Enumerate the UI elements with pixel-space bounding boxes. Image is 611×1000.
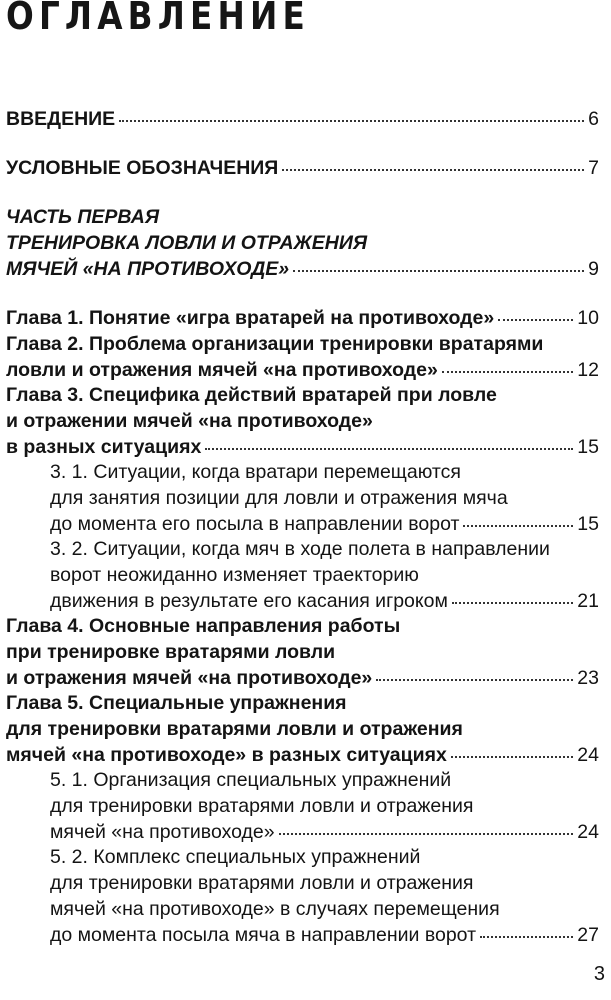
dot-leader xyxy=(498,318,573,321)
toc-entry-label: мячей «на противоходе» в разных ситуациях xyxy=(6,744,447,766)
dot-leader xyxy=(293,269,584,272)
page-number: 3 xyxy=(593,963,605,985)
chapter-4-line2: при тренировке вратарями ловли xyxy=(6,641,336,663)
dot-leader xyxy=(205,447,573,450)
section-3-1-line2: для занятия позиции для ловли и отражения мяча xyxy=(50,487,508,509)
chapter-2-line1: Глава 2. Проблема организации тренировки вратарями xyxy=(6,333,544,355)
toc-entry-section-5-2[interactable] xyxy=(50,922,599,948)
toc-page-number: 9 xyxy=(588,258,599,280)
toc-entry-label: Глава 1. Понятие «игра вратарей на противоходе» xyxy=(6,307,495,329)
section-3-2-line1: 3. 2. Ситуации, когда мяч в ходе полета в направлении xyxy=(50,538,550,560)
section-5-1-line2: для тренировки вратарями ловли и отражения xyxy=(50,795,474,817)
toc-page-number: 15 xyxy=(577,513,599,535)
toc-entry-chapter-1[interactable] xyxy=(6,305,599,331)
dot-leader xyxy=(452,601,573,604)
toc-entry-label: ловли и отражения мячей «на противоходе» xyxy=(6,359,438,381)
toc-page-number: 12 xyxy=(577,359,599,381)
section-5-2-line2: для тренировки вратарями ловли и отражения xyxy=(50,872,474,894)
dot-leader xyxy=(480,935,573,938)
toc-entry-chapter-4[interactable] xyxy=(6,665,599,691)
chapter-4-line1: Глава 4. Основные направления работы xyxy=(6,615,401,637)
part-one-heading-line1: ЧАСТЬ ПЕРВАЯ xyxy=(6,206,160,228)
toc-entry-label: и отражения мячей «на противоходе» xyxy=(6,667,373,689)
part-one-heading-line2: ТРЕНИРОВКА ЛОВЛИ И ОТРАЖЕНИЯ xyxy=(6,232,368,254)
toc-entry-chapter-2[interactable] xyxy=(6,357,599,383)
toc-entry-symbols[interactable] xyxy=(6,155,599,181)
toc-entry-label: МЯЧЕЙ «НА ПРОТИВОХОДЕ» xyxy=(6,258,290,280)
toc-page-number: 21 xyxy=(577,590,599,612)
toc-page-number: 23 xyxy=(577,667,599,689)
section-5-1-line1: 5. 1. Организация специальных упражнений xyxy=(50,769,452,791)
toc-page-number: 6 xyxy=(588,108,599,130)
page-title: ОГЛАВЛЕНИЕ xyxy=(6,0,311,38)
toc-page-number: 27 xyxy=(577,924,599,946)
toc-page-number: 24 xyxy=(577,744,599,766)
section-5-2-line3: мячей «на противоходе» в случаях перемещения xyxy=(50,898,500,920)
chapter-3-line2: и отражении мячей «на противоходе» xyxy=(6,410,373,432)
toc-entry-label: до момента посыла мяча в направлении ворот xyxy=(50,924,477,946)
dot-leader xyxy=(282,168,584,171)
dot-leader xyxy=(119,119,584,122)
chapter-3-line1: Глава 3. Специфика действий вратарей при ловле xyxy=(6,384,497,406)
dot-leader xyxy=(279,832,574,835)
toc-entry-label: движения в результате его касания игроком xyxy=(50,590,448,612)
toc-entry-section-5-1[interactable] xyxy=(50,819,599,845)
toc-entry-label: УСЛОВНЫЕ ОБОЗНАЧЕНИЯ xyxy=(6,157,279,179)
toc-page-number: 24 xyxy=(577,821,599,843)
chapter-5-line1: Глава 5. Специальные упражнения xyxy=(6,692,347,714)
toc-entry-chapter-3[interactable] xyxy=(6,434,599,460)
chapter-5-line2: для тренировки вратарями ловли и отражения xyxy=(6,718,463,740)
toc-entry-section-3-1[interactable] xyxy=(50,511,599,537)
toc-page-number: 7 xyxy=(588,157,599,179)
dot-leader xyxy=(451,755,573,758)
toc-entry-section-3-2[interactable] xyxy=(50,588,599,614)
toc-entry-label: в разных ситуациях xyxy=(6,436,202,458)
toc-entry-part-one[interactable] xyxy=(6,256,599,282)
section-3-2-line2: ворот неожиданно изменяет траекторию xyxy=(50,564,419,586)
toc-entry-introduction[interactable] xyxy=(6,106,599,132)
dot-leader xyxy=(463,524,573,527)
dot-leader xyxy=(376,678,573,681)
dot-leader xyxy=(442,370,573,373)
toc-entry-label: ВВЕДЕНИЕ xyxy=(6,108,116,130)
toc-entry-label: мячей «на противоходе» xyxy=(50,821,275,843)
toc-entry-label: до момента его посыла в направлении ворот xyxy=(50,513,460,535)
section-5-2-line1: 5. 2. Комплекс специальных упражнений xyxy=(50,846,421,868)
section-3-1-line1: 3. 1. Ситуации, когда вратари перемещаются xyxy=(50,461,461,483)
toc-entry-chapter-5[interactable] xyxy=(6,742,599,768)
toc-page-number: 10 xyxy=(577,307,599,329)
toc-page-number: 15 xyxy=(577,436,599,458)
